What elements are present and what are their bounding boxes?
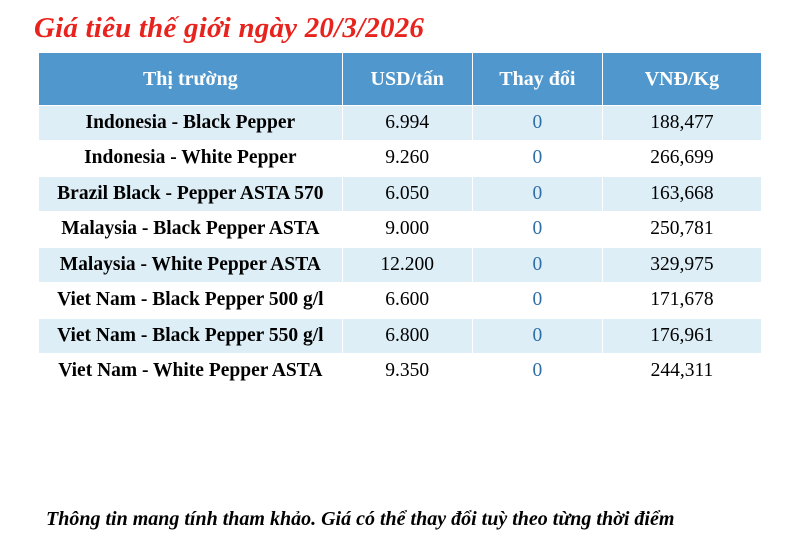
cell-vnd: 171,678 [602, 283, 761, 318]
cell-vnd: 188,477 [602, 106, 761, 141]
cell-vnd: 329,975 [602, 247, 761, 282]
cell-usd: 12.200 [342, 247, 472, 282]
cell-usd: 6.600 [342, 283, 472, 318]
table-row [39, 247, 762, 282]
cell-market: Viet Nam - Black Pepper 500 g/l [39, 283, 343, 318]
cell-change: 0 [472, 247, 602, 282]
cell-market: Viet Nam - Black Pepper 550 g/l [39, 318, 343, 353]
cell-change: 0 [472, 212, 602, 247]
cell-vnd: 163,668 [602, 176, 761, 211]
cell-usd: 9.350 [342, 353, 472, 388]
footnote: Thông tin mang tính tham khảo. Giá có thể thay đổi tuỳ theo từng thời điểm [46, 508, 675, 530]
cell-vnd: 244,311 [602, 353, 761, 388]
table-row [39, 212, 762, 247]
cell-usd: 9.260 [342, 141, 472, 176]
cell-market: Indonesia - Black Pepper [39, 106, 343, 141]
table-body [39, 106, 762, 389]
cell-vnd: 250,781 [602, 212, 761, 247]
cell-market: Malaysia - Black Pepper ASTA [39, 212, 343, 247]
page-title: Giá tiêu thế giới ngày 20/3/2026 [34, 12, 425, 44]
cell-usd: 6.994 [342, 106, 472, 141]
table-row [39, 283, 762, 318]
cell-market: Brazil Black - Pepper ASTA 570 [39, 176, 343, 211]
table-row [39, 176, 762, 211]
cell-usd: 6.050 [342, 176, 472, 211]
cell-usd: 9.000 [342, 212, 472, 247]
cell-change: 0 [472, 141, 602, 176]
table-row [39, 318, 762, 353]
cell-vnd: 266,699 [602, 141, 761, 176]
cell-change: 0 [472, 283, 602, 318]
cell-change: 0 [472, 353, 602, 388]
cell-market: Malaysia - White Pepper ASTA [39, 247, 343, 282]
price-table [38, 52, 762, 389]
cell-change: 0 [472, 318, 602, 353]
cell-market: Viet Nam - White Pepper ASTA [39, 353, 343, 388]
table-header-row [39, 53, 762, 106]
table-row [39, 106, 762, 141]
cell-vnd: 176,961 [602, 318, 761, 353]
cell-market: Indonesia - White Pepper [39, 141, 343, 176]
column-header-vnd: VNĐ/Kg [602, 53, 761, 106]
column-header-market: Thị trường [39, 53, 343, 106]
cell-change: 0 [472, 176, 602, 211]
table-row [39, 353, 762, 388]
table-row [39, 141, 762, 176]
table-header [39, 53, 762, 106]
price-table-container [38, 52, 762, 389]
cell-change: 0 [472, 106, 602, 141]
cell-usd: 6.800 [342, 318, 472, 353]
column-header-usd: USD/tấn [342, 53, 472, 106]
column-header-change: Thay đổi [472, 53, 602, 106]
